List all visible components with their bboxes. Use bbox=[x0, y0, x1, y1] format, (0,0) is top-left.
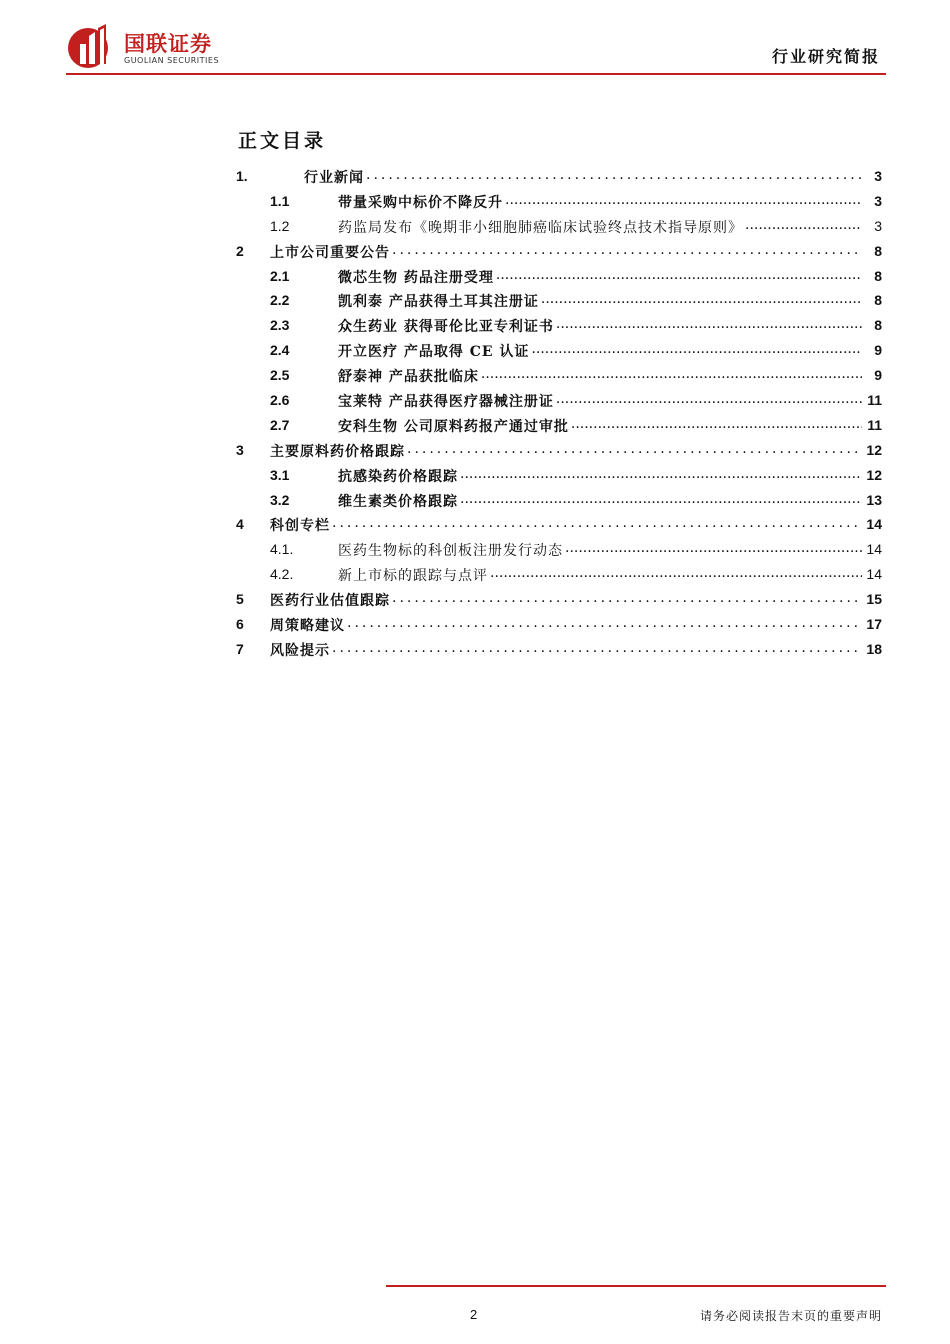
toc-entry-number: 4.2. bbox=[270, 566, 294, 583]
toc-leader-dots bbox=[490, 565, 862, 581]
toc-entry-page: 3 bbox=[874, 192, 882, 209]
toc-entry-number: 2.5 bbox=[270, 367, 290, 384]
toc-entry-page: 13 bbox=[866, 491, 882, 508]
toc-entry[interactable] bbox=[236, 587, 884, 612]
toc-entry-title: 药监局发布《晚期非小细胞肺癌临床试验终点技术指导原则》 bbox=[338, 219, 743, 236]
toc-entry-number: 2 bbox=[236, 242, 244, 259]
toc-entry[interactable] bbox=[236, 488, 884, 513]
toc-entry-title: 上市公司重要公告 bbox=[270, 244, 390, 261]
toc-entry-page: 17 bbox=[866, 616, 882, 633]
toc-entry-page: 15 bbox=[866, 591, 882, 608]
toc-entry[interactable] bbox=[236, 338, 884, 363]
toc-entry-page: 12 bbox=[866, 441, 882, 458]
toc-entry[interactable] bbox=[236, 413, 884, 438]
toc-entry[interactable] bbox=[236, 363, 884, 388]
toc-leader-dots bbox=[460, 491, 862, 507]
guolian-logo-icon bbox=[66, 24, 116, 70]
toc-entry-number: 4.1. bbox=[270, 541, 294, 558]
header-divider bbox=[66, 73, 886, 75]
toc-leader-dots bbox=[556, 316, 862, 332]
toc-entry-title: 医药行业估值跟踪 bbox=[270, 593, 390, 610]
footer-page-number: 2 bbox=[470, 1307, 478, 1322]
toc-entry-number: 3.2 bbox=[270, 491, 290, 508]
toc-entry[interactable] bbox=[236, 463, 884, 488]
toc-entry-page: 12 bbox=[866, 466, 882, 483]
company-logo bbox=[66, 22, 266, 72]
toc-entry-page: 11 bbox=[867, 392, 882, 409]
toc-leader-dots bbox=[347, 615, 862, 631]
toc-entry-title: 凯利泰 产品获得土耳其注册证 bbox=[338, 294, 539, 311]
toc-entry-number: 2.6 bbox=[270, 392, 290, 409]
toc-entry-number: 2.1 bbox=[270, 267, 290, 284]
toc-entry[interactable] bbox=[236, 562, 884, 587]
toc-entry[interactable] bbox=[236, 164, 884, 189]
toc-leader-dots bbox=[556, 391, 862, 407]
toc-leader-dots bbox=[366, 167, 862, 183]
logo-text-cn: 国联证券 bbox=[124, 32, 212, 56]
toc-leader-dots bbox=[332, 515, 862, 531]
toc-leader-dots bbox=[407, 441, 862, 457]
table-of-contents bbox=[236, 164, 884, 662]
toc-entry-page: 14 bbox=[866, 541, 882, 558]
toc-entry-title: 科创专栏 bbox=[270, 518, 330, 535]
toc-leader-dots bbox=[392, 242, 862, 258]
toc-entry-title: 新上市标的跟踪与点评 bbox=[338, 568, 488, 585]
toc-leader-dots bbox=[392, 590, 862, 606]
toc-entry-page: 3 bbox=[874, 217, 882, 234]
toc-entry-page: 9 bbox=[874, 367, 882, 384]
toc-entry-title: 微芯生物 药品注册受理 bbox=[338, 269, 494, 286]
footer-divider bbox=[386, 1285, 886, 1287]
toc-entry[interactable] bbox=[236, 537, 884, 562]
toc-entry[interactable] bbox=[236, 512, 884, 537]
logo-text-en: GUOLIAN SECURITIES bbox=[124, 56, 220, 65]
toc-entry[interactable] bbox=[236, 264, 884, 289]
page-header bbox=[66, 22, 886, 76]
toc-entry-number: 7 bbox=[236, 640, 244, 657]
toc-entry-number: 2.3 bbox=[270, 317, 290, 334]
footer-disclaimer: 请务必阅读报告末页的重要声明 bbox=[699, 1309, 882, 1323]
toc-entry-page: 9 bbox=[874, 342, 882, 359]
toc-entry-page: 8 bbox=[874, 242, 882, 259]
toc-entry-title: 维生素类价格跟踪 bbox=[338, 493, 458, 510]
toc-entry[interactable] bbox=[236, 189, 884, 214]
toc-leader-dots bbox=[460, 466, 862, 482]
toc-entry-number: 2.2 bbox=[270, 292, 290, 309]
toc-entry-page: 8 bbox=[874, 317, 882, 334]
toc-entry-number: 3 bbox=[236, 441, 244, 458]
toc-entry-number: 4 bbox=[236, 516, 244, 533]
toc-entry-number: 1. bbox=[236, 168, 248, 184]
toc-entry-title: 带量采购中标价不降反升 bbox=[338, 194, 503, 211]
toc-leader-dots bbox=[571, 416, 862, 432]
toc-leader-dots bbox=[332, 640, 862, 656]
report-type-label: 行业研究简报 bbox=[771, 47, 880, 66]
toc-entry[interactable] bbox=[236, 288, 884, 313]
toc-entry-title: 周策略建议 bbox=[270, 618, 345, 635]
toc-entry-number: 1.2 bbox=[270, 217, 290, 234]
toc-entry-page: 18 bbox=[866, 640, 882, 657]
toc-entry[interactable] bbox=[236, 637, 884, 662]
toc-entry-title: 宝莱特 产品获得医疗器械注册证 bbox=[338, 394, 554, 411]
toc-leader-dots bbox=[505, 192, 862, 208]
toc-entry-page: 14 bbox=[866, 566, 882, 583]
toc-entry-title: 舒泰神 产品获批临床 bbox=[338, 369, 479, 386]
toc-entry-title: 主要原料药价格跟踪 bbox=[270, 443, 405, 460]
toc-leader-dots bbox=[565, 540, 862, 556]
toc-entry-page: 3 bbox=[874, 168, 882, 184]
toc-entry-number: 6 bbox=[236, 616, 244, 633]
toc-leader-dots bbox=[481, 366, 862, 382]
toc-entry-title: 众生药业 获得哥伦比亚专利证书 bbox=[338, 319, 554, 336]
toc-entry-title: 医药生物标的科创板注册发行动态 bbox=[338, 543, 563, 560]
toc-entry-number: 2.7 bbox=[270, 416, 290, 433]
toc-entry[interactable] bbox=[236, 438, 884, 463]
toc-entry-number: 5 bbox=[236, 591, 244, 608]
toc-entry[interactable] bbox=[236, 214, 884, 239]
toc-entry[interactable] bbox=[236, 239, 884, 264]
toc-entry-title: 安科生物 公司原料药报产通过审批 bbox=[338, 418, 569, 435]
toc-leader-dots bbox=[531, 341, 862, 357]
toc-entry-title: 抗感染药价格跟踪 bbox=[338, 468, 458, 485]
toc-entry[interactable] bbox=[236, 313, 884, 338]
toc-leader-dots bbox=[745, 217, 862, 233]
toc-entry-page: 8 bbox=[874, 292, 882, 309]
toc-entry-title: 风险提示 bbox=[270, 642, 330, 659]
toc-entry-title: 开立医疗 产品取得 CE 认证 bbox=[338, 344, 530, 361]
toc-entry-page: 14 bbox=[866, 516, 882, 533]
toc-entry[interactable] bbox=[236, 388, 884, 413]
toc-entry-number: 2.4 bbox=[270, 342, 290, 359]
toc-entry-number: 3.1 bbox=[270, 466, 290, 483]
toc-title: 正文目录 bbox=[238, 130, 327, 152]
toc-entry-number: 1.1 bbox=[270, 192, 290, 209]
toc-entry-page: 8 bbox=[874, 267, 882, 284]
toc-entry-title: 行业新闻 bbox=[304, 170, 364, 186]
toc-entry[interactable] bbox=[236, 612, 884, 637]
toc-entry-page: 11 bbox=[867, 416, 882, 433]
toc-leader-dots bbox=[496, 267, 862, 283]
toc-leader-dots bbox=[541, 291, 862, 307]
